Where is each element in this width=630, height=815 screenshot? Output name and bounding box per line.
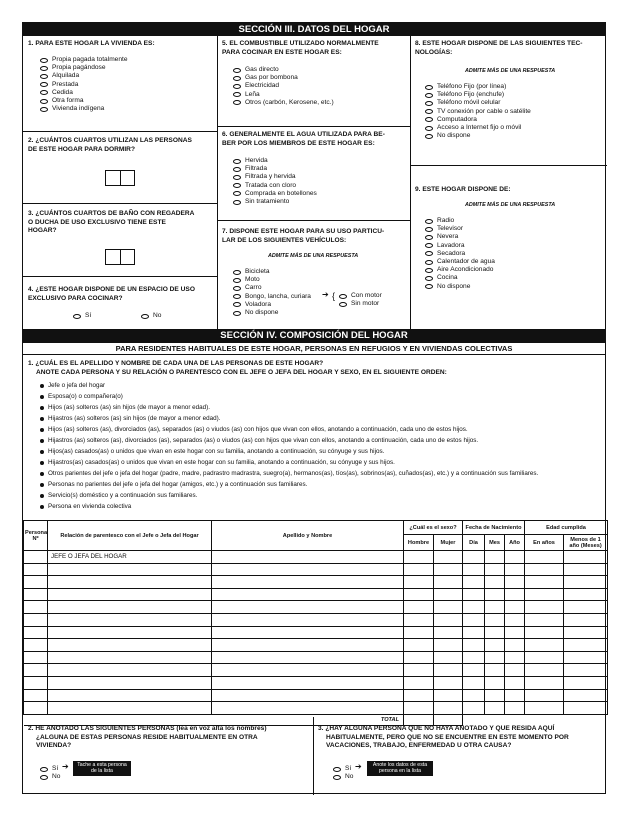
q1-option[interactable]: Propia pagándose	[40, 64, 128, 72]
q2-title: 2. ¿CUÁNTOS CUARTOS UTILIZAN LAS PERSONAS DE ESTE HOGAR PARA DORMIR?	[28, 137, 192, 153]
order-item: Esposa(o) o compañera(o)	[40, 391, 538, 402]
order-item: Jefe o jefa del hogar	[40, 380, 538, 391]
motor-option[interactable]: Con motor	[339, 292, 382, 300]
divider	[23, 131, 217, 132]
radio-circle-icon	[425, 117, 433, 122]
divider	[120, 170, 121, 186]
col-fecha: Fecha de Nacimiento	[463, 521, 525, 535]
s4-q2-yes[interactable]: Sí	[40, 765, 60, 773]
bullet-icon	[40, 439, 44, 443]
radio-circle-icon	[73, 314, 81, 319]
bullet-icon	[40, 395, 44, 399]
q4-yes[interactable]: Sí	[73, 312, 91, 320]
q5-option[interactable]: Gas directo	[233, 66, 334, 74]
q7-options	[233, 268, 311, 317]
divider	[120, 249, 121, 265]
bullet-icon	[40, 384, 44, 388]
q7-option[interactable]: Moto	[233, 276, 311, 284]
q6-options	[233, 157, 317, 206]
radio-circle-icon	[40, 99, 48, 104]
q8-option[interactable]: No dispone	[425, 132, 531, 140]
radio-circle-icon	[425, 134, 433, 139]
divider	[23, 203, 217, 204]
table-row[interactable]	[24, 651, 608, 664]
col-persona: Persona Nº	[24, 521, 48, 551]
q1-option[interactable]: Alquilada	[40, 72, 128, 80]
col-mujer: Mujer	[434, 535, 463, 551]
table-row[interactable]	[24, 576, 608, 589]
table-row[interactable]	[24, 563, 608, 576]
order-item: Persona en vivienda colectiva	[40, 501, 538, 512]
q6-option[interactable]: Filtrada	[233, 165, 317, 173]
radio-circle-icon	[40, 74, 48, 79]
radio-circle-icon	[40, 58, 48, 63]
radio-circle-icon	[333, 775, 341, 780]
divider	[217, 220, 410, 221]
divider	[313, 717, 314, 795]
q6-option[interactable]: Comprada en botellones	[233, 190, 317, 198]
q1-option[interactable]: Cedida	[40, 89, 128, 97]
radio-circle-icon	[40, 767, 48, 772]
s4-q3-options	[333, 765, 353, 781]
q5-options	[233, 66, 334, 107]
q8-option[interactable]: Teléfono Fijo (por línea)	[425, 83, 531, 91]
q1-options	[40, 56, 128, 113]
q4-no[interactable]: No	[141, 312, 161, 320]
radio-circle-icon	[233, 270, 241, 275]
col-edad: Edad cumplida	[525, 521, 608, 535]
table-row[interactable]	[24, 551, 608, 564]
q9-option[interactable]: Aire Acondicionado	[425, 266, 495, 274]
table-row[interactable]	[24, 689, 608, 702]
section4-subtitle: PARA RESIDENTES HABITUALES DE ESTE HOGAR, PERSONAS EN REFUGIOS Y EN VIVIENDAS COLECTIVAS	[23, 342, 605, 355]
col-dia: Día	[463, 535, 485, 551]
q3-title: 3. ¿CUÁNTOS CUARTOS DE BAÑO CON REGADERA O DUCHA DE USO EXCLUSIVO TIENE ESTE HOGAR?	[28, 210, 195, 234]
s4-q3-yes[interactable]: Sí	[333, 765, 353, 773]
bullet-icon	[40, 483, 44, 487]
section3-title: SECCIÓN III. DATOS DEL HOGAR	[23, 23, 605, 36]
q9-option[interactable]: Calentador de agua	[425, 258, 495, 266]
table-row[interactable]	[24, 664, 608, 677]
radio-circle-icon	[40, 107, 48, 112]
radio-circle-icon	[233, 200, 241, 205]
bullet-icon	[40, 417, 44, 421]
radio-circle-icon	[425, 227, 433, 232]
divider	[410, 165, 607, 166]
table-row[interactable]	[24, 613, 608, 626]
q8-title: 8. ESTE HOGAR DISPONE DE LAS SIGUIENTES TEC- NOLOGÍAS:	[415, 40, 583, 56]
brace-icon: {	[332, 291, 336, 301]
q6-option[interactable]: Tratada con cloro	[233, 182, 317, 190]
s4-q2-title: 2. HE ANOTADO LAS SIGUIENTES PERSONAS (lea en voz alta los nombres) ¿ALGUNA DE ESTAS PERSONAS RESIDE HABITUALMENTE EN OTRA VIVIENDA?	[28, 725, 267, 749]
persons-table	[23, 520, 608, 726]
s4-q2-instruction: Tache a esta persona de la lista	[73, 761, 131, 776]
radio-circle-icon	[40, 90, 48, 95]
q8-option[interactable]: Teléfono Fijo (enchufe)	[425, 91, 531, 99]
radio-circle-icon	[333, 767, 341, 772]
q9-note: ADMITE MÁS DE UNA RESPUESTA	[465, 202, 556, 208]
q8-option[interactable]: Acceso a Internet fijo o móvil	[425, 124, 531, 132]
radio-circle-icon	[233, 191, 241, 196]
q6-option[interactable]: Filtrada y hervida	[233, 173, 317, 181]
radio-circle-icon	[425, 85, 433, 90]
q6-option[interactable]: Sin tratamiento	[233, 198, 317, 206]
s4-q2-options	[40, 765, 60, 781]
divider	[217, 126, 410, 127]
s4-q1-title: 1. ¿CUÁL ES EL APELLIDO Y NOMBRE DE CADA UNA DE LAS PERSONAS DE ESTE HOGAR? ANOTE CADA PERSONA Y SU RELACIÓN O PARENTESCO CON EL JEFE O JEFA DEL HOGAR Y SEXO, EN EL SIGUIENTE ORDEN:	[28, 360, 447, 376]
radio-circle-icon	[425, 101, 433, 106]
radio-circle-icon	[425, 276, 433, 281]
radio-circle-icon	[233, 175, 241, 180]
q9-option[interactable]: Nevera	[425, 233, 495, 241]
total-mujer[interactable]	[434, 714, 463, 725]
motor-option[interactable]: Sin motor	[339, 300, 382, 308]
order-item: Hijos (as) solteros (as) sin hijos (de mayor a menor edad).	[40, 402, 538, 413]
q9-option[interactable]: Televisor	[425, 225, 495, 233]
table-row[interactable]	[24, 676, 608, 689]
radio-circle-icon	[40, 775, 48, 780]
q9-option[interactable]: Secadora	[425, 250, 495, 258]
radio-circle-icon	[233, 68, 241, 73]
radio-circle-icon	[339, 302, 347, 307]
section4-title: SECCIÓN IV. COMPOSICIÓN DEL HOGAR	[23, 329, 605, 342]
q9-option[interactable]: No dispone	[425, 283, 495, 291]
bullet-icon	[40, 461, 44, 465]
q6-option[interactable]: Hervida	[233, 157, 317, 165]
order-item: Hijos(as) casados(as) o unidos que vivan en este hogar con su familia, anotando a continuación, su cónyuge y sus hijos.	[40, 446, 538, 457]
q5-option[interactable]: Electricidad	[233, 82, 334, 90]
bullet-icon	[40, 450, 44, 454]
q1-title: 1. PARA ESTE HOGAR LA VIVIENDA ES:	[28, 40, 155, 47]
s4-q3-title: 3. ¿HAY ALGUNA PERSONA QUE NO HAYA ANOTADO Y QUE RESIDA AQUÍ HABITUALMENTE, PERO QUE NO SE ENCUENTRE EN ESTE MOMENTO POR VACACIONES, TRABAJO, ENFERMEDAD U OTRA CAUSA?	[318, 725, 569, 749]
bullet-icon	[40, 505, 44, 509]
order-item: Hijastros(as) casados(as) o unidos que vivan en este hogar con su familia, anotando a continuación, su cónyuge y sus hijos.	[40, 457, 538, 468]
radio-circle-icon	[233, 294, 241, 299]
radio-circle-icon	[233, 278, 241, 283]
col-relacion: Relación de parentesco con el Jefe o Jefa del Hogar	[48, 521, 212, 551]
q7-note: ADMITE MÁS DE UNA RESPUESTA	[268, 253, 359, 259]
q8-option[interactable]: Computadora	[425, 116, 531, 124]
q9-option[interactable]: Lavadora	[425, 242, 495, 250]
q8-option[interactable]: TV conexión por cable o satélite	[425, 108, 531, 116]
radio-circle-icon	[233, 84, 241, 89]
col-en-anios: En años	[525, 535, 564, 551]
order-item: Otros parientes del jefe o jefa del hogar (padre, madre, padrastro madrastra, suegro(a), hermanos(as), tíos(as), sobrinos(as), cuñados(as), etc.) y a continuación sus familiares.	[40, 468, 538, 479]
table-row[interactable]	[24, 639, 608, 652]
arrow-right-icon: ➔	[62, 762, 69, 771]
col-sexo: ¿Cuál es el sexo?	[404, 521, 463, 535]
q9-options	[425, 217, 495, 291]
radio-circle-icon	[425, 260, 433, 265]
radio-circle-icon	[425, 284, 433, 289]
s4-q3-instruction: Anote los datos de esta persona en la lista	[367, 761, 433, 776]
q5-option[interactable]: Gas por bombona	[233, 74, 334, 82]
radio-circle-icon	[425, 219, 433, 224]
q8-option[interactable]: Teléfono móvil celular	[425, 99, 531, 107]
radio-circle-icon	[40, 66, 48, 71]
radio-circle-icon	[141, 314, 149, 319]
s4-q3-no[interactable]: No	[333, 773, 353, 781]
table-row[interactable]	[24, 702, 608, 715]
q5-option[interactable]: Leña	[233, 91, 334, 99]
q6-title: 6. GENERALMENTE EL AGUA UTILIZADA PARA BE- BER POR LOS MIEMBROS DE ESTE HOGAR ES:	[222, 131, 385, 147]
radio-circle-icon	[425, 235, 433, 240]
radio-circle-icon	[425, 93, 433, 98]
q7-option[interactable]: No dispone	[233, 309, 311, 317]
order-item: Hijastros (as) solteros (as) sin hijos (de mayor a menor edad).	[40, 413, 538, 424]
q1-option[interactable]: Prestada	[40, 81, 128, 89]
arrow-right-icon: ➔	[322, 290, 329, 299]
q7-option[interactable]: Bicicleta	[233, 268, 311, 276]
col-mes: Mes	[485, 535, 505, 551]
q9-option[interactable]: Radio	[425, 217, 495, 225]
col-apellido: Apellido y Nombre	[212, 521, 404, 551]
q1-option[interactable]: Propia pagada totalmente	[40, 56, 128, 64]
q5-option[interactable]: Otros (carbón, Kerosene, etc.)	[233, 99, 334, 107]
q4-title: 4. ¿ESTE HOGAR DISPONE DE UN ESPACIO DE USO EXCLUSIVO PARA COCINAR?	[28, 286, 195, 302]
bullet-icon	[40, 494, 44, 498]
divider	[410, 36, 411, 329]
census-form	[22, 22, 606, 794]
divider	[23, 276, 217, 277]
order-item: Personas no parientes del jefe o jefa del hogar (amigos, etc.) y a continuación sus familiares.	[40, 479, 538, 490]
radio-circle-icon	[233, 92, 241, 97]
total-label: TOTAL	[24, 714, 404, 725]
radio-circle-icon	[233, 167, 241, 172]
q7-option[interactable]: Bongo, lancha, curiara	[233, 293, 311, 301]
q8-note: ADMITE MÁS DE UNA RESPUESTA	[465, 68, 556, 74]
col-hombre: Hombre	[404, 535, 434, 551]
radio-circle-icon	[425, 251, 433, 256]
q9-title: 9. ESTE HOGAR DISPONE DE:	[415, 186, 511, 193]
radio-circle-icon	[233, 286, 241, 291]
arrow-right-icon: ➔	[355, 762, 362, 771]
q7-option[interactable]: Carro	[233, 284, 311, 292]
radio-circle-icon	[233, 76, 241, 81]
radio-circle-icon	[425, 243, 433, 248]
order-list	[40, 380, 538, 512]
radio-circle-icon	[233, 302, 241, 307]
col-anio: Año	[505, 535, 525, 551]
radio-circle-icon	[425, 268, 433, 273]
total-hombre[interactable]	[404, 714, 434, 725]
radio-circle-icon	[233, 100, 241, 105]
table-row[interactable]	[24, 601, 608, 614]
radio-circle-icon	[425, 126, 433, 131]
col-menos-1-anio: Menos de 1 año (Meses)	[564, 535, 608, 551]
radio-circle-icon	[233, 183, 241, 188]
order-item: Servicio(s) doméstico y a continuación sus familiares.	[40, 490, 538, 501]
bullet-icon	[40, 428, 44, 432]
order-item: Hijastros (as) solteros (as), divorciados (as), separados (as) o viudos (as) con hijos que vivan con ellos, anotando a continuación, cada uno de estos hijos.	[40, 435, 538, 446]
bullet-icon	[40, 406, 44, 410]
q9-option[interactable]: Cocina	[425, 274, 495, 282]
radio-circle-icon	[425, 109, 433, 114]
q1-option[interactable]: Otra forma	[40, 97, 128, 105]
radio-circle-icon	[233, 311, 241, 316]
q5-title: 5. EL COMBUSTIBLE UTILIZADO NORMALMENTE PARA COCINAR EN ESTE HOGAR ES:	[222, 40, 379, 56]
total-row	[24, 714, 608, 725]
table-row[interactable]	[24, 626, 608, 639]
q8-options	[425, 83, 531, 140]
table-row[interactable]	[24, 588, 608, 601]
radio-circle-icon	[40, 82, 48, 87]
q7-option[interactable]: Voladora	[233, 301, 311, 309]
first-row-relation: JEFE O JEFA DEL HOGAR	[48, 551, 212, 564]
divider	[217, 36, 218, 329]
s4-q2-no[interactable]: No	[40, 773, 60, 781]
motor-options	[339, 292, 382, 308]
radio-circle-icon	[339, 294, 347, 299]
q7-title: 7. DISPONE ESTE HOGAR PARA SU USO PARTICU- LAR DE LOS SIGUIENTES VEHÍCULOS:	[222, 228, 385, 244]
order-item: Hijos (as) solteros (as), divorciados (as), separados (as) o viudos (as) con hijos que vivan con ellos, anotando a continuación, cada uno de estos hijos.	[40, 424, 538, 435]
q1-option[interactable]: Vivienda indígena	[40, 105, 128, 113]
bullet-icon	[40, 472, 44, 476]
radio-circle-icon	[233, 159, 241, 164]
